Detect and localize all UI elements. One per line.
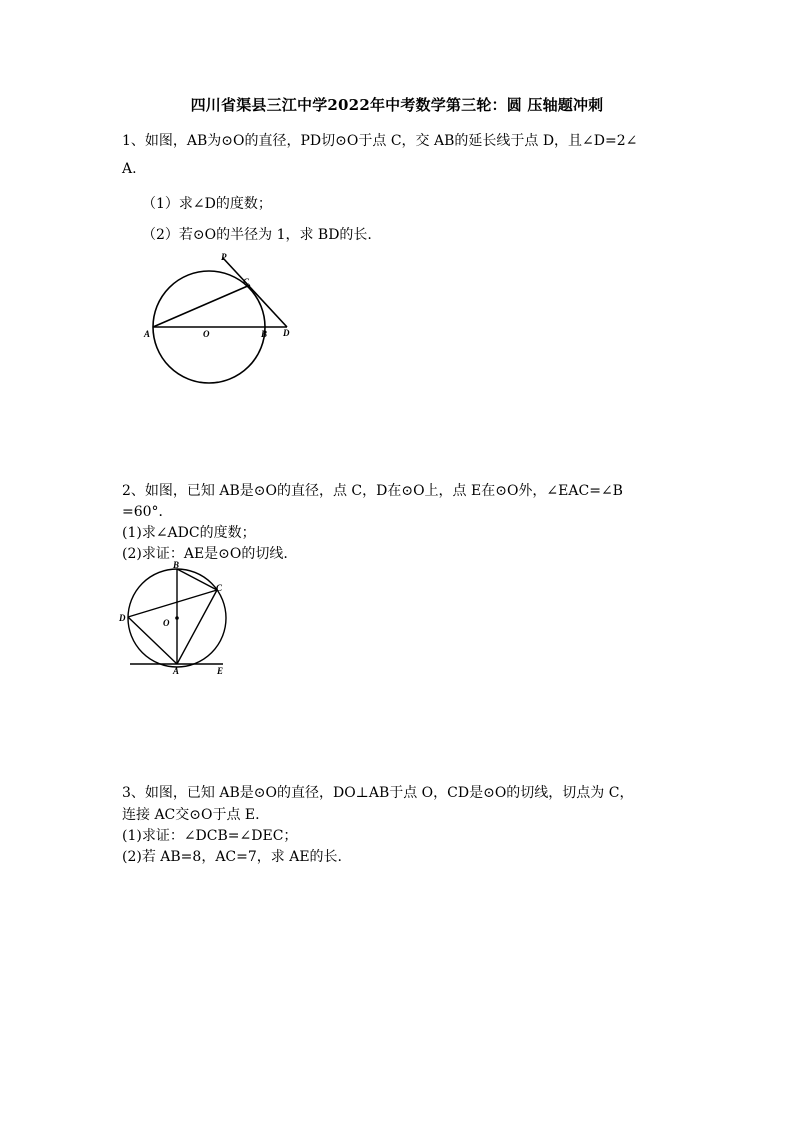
label-c: C xyxy=(243,277,250,287)
chord-dc xyxy=(128,590,217,617)
problem-2-figure xyxy=(115,558,240,687)
problem-1-figure xyxy=(140,250,310,394)
problem-1-line-1: 1、如图，AB为⊙O的直径，PD切⊙O于点 C，交 AB的延长线于点 D，且∠D=2∠ xyxy=(122,133,638,149)
problem-1-question-2: （2）若⊙O的半径为 1，求 BD的长. xyxy=(142,227,372,243)
chord-bc xyxy=(177,569,217,590)
label-d: D xyxy=(119,613,126,623)
problem-1-question-1: （1）求∠D的度数； xyxy=(142,196,272,212)
problem-1-line-2: A. xyxy=(122,161,137,177)
chord-ac xyxy=(153,285,250,327)
label-o: O xyxy=(163,618,170,628)
problem-3-line-1: 3、如图，已知 AB是⊙O的直径，DO⊥AB于点 O，CD是⊙O的切线，切点为 C， xyxy=(122,785,634,801)
problem-3-question-2: (2)若 AB=8，AC=7，求 AE的长. xyxy=(122,849,343,865)
center-point-o xyxy=(175,616,179,620)
problem-2-line-1: 2、如图，已知 AB是⊙O的直径，点 C，D在⊙O上，点 E在⊙O外，∠EAC=∠B xyxy=(122,483,623,499)
chord-da xyxy=(128,617,177,664)
label-b: B xyxy=(261,329,268,339)
label-a: A xyxy=(144,329,151,339)
label-b: B xyxy=(173,560,180,570)
problem-3-line-2: 连接 AC交⊙O于点 E. xyxy=(122,807,260,823)
label-a: A xyxy=(173,666,180,676)
label-p: P xyxy=(221,252,227,262)
label-c: C xyxy=(216,583,223,593)
problem-2-line-2: =60°． xyxy=(122,504,173,520)
problem-3-question-1: (1)求证：∠DCB=∠DEC； xyxy=(122,828,298,844)
label-d: D xyxy=(283,328,290,338)
page-title: 四川省渠县三江中学2022年中考数学第三轮：圆 压轴题冲刺 xyxy=(190,96,604,114)
problem-2-question-1: (1)求∠ADC的度数； xyxy=(122,525,256,541)
label-e: E xyxy=(217,666,224,676)
label-o: O xyxy=(203,329,210,339)
problem-2-question-2: (2)求证：AE是⊙O的切线. xyxy=(122,546,288,562)
